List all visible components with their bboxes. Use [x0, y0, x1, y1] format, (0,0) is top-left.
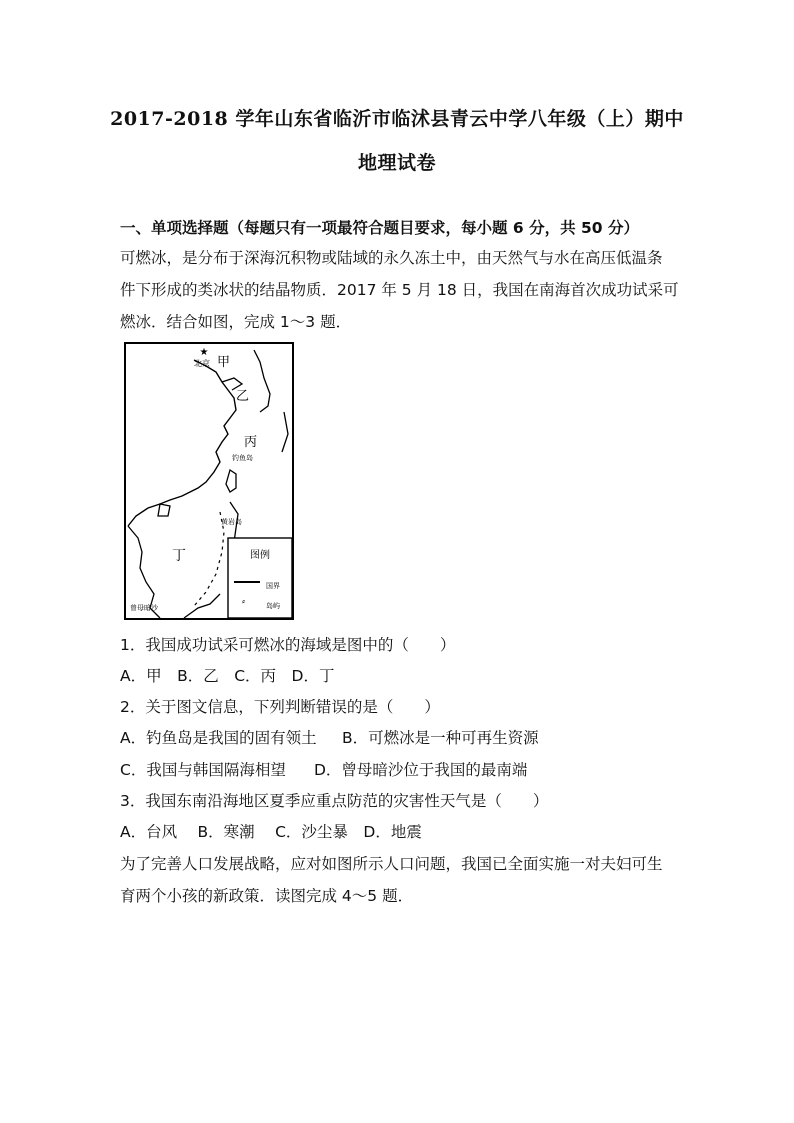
passage2-line-1: 为了完善人口发展战略，应对如图所示人口问题，我国已全面实施一对夫妇可生 — [120, 855, 663, 873]
passage2-line-2: 育两个小孩的新政策．读图完成 4～5 题． — [120, 887, 414, 905]
q3-options: A．台风 B．寒潮 C．沙尘暴 D．地震 — [120, 823, 422, 841]
q2-option-b: B．可燃冰是一种可再生资源 — [342, 729, 539, 747]
map-label-jia: 甲 — [217, 355, 231, 370]
passage1-line-2: 件下形成的类冰状的结晶物质．2017 年 5 月 18 日，我国在南海首次成功试采可 — [120, 281, 679, 299]
q1-stem: 1．我国成功试采可燃冰的海域是图中的（ ） — [120, 636, 456, 654]
map-label-zengmu: 曾母暗沙 — [130, 604, 158, 612]
passage1-line-3: 燃冰．结合如图，完成 1～3 题． — [120, 313, 352, 331]
legend-title: 图例 — [250, 550, 270, 561]
map-label-ding: 丁 — [172, 548, 186, 564]
map-label-bing: 丙 — [244, 435, 258, 450]
beijing-star-icon: ★ — [199, 347, 209, 358]
map-label-yi: 乙 — [236, 389, 250, 404]
q1-options: A．甲 B．乙 C．丙 D．丁 — [120, 667, 335, 685]
title-line-2: 地理试卷 — [357, 152, 436, 174]
legend-island-icon: ⸗ — [242, 597, 245, 607]
hainan-island — [158, 504, 170, 516]
map-label-huangyan: 黄岩岛 — [221, 518, 242, 526]
q2-option-a: A．钓鱼岛是我国的固有领土 — [120, 729, 317, 747]
q3-stem: 3．我国东南沿海地区夏季应重点防范的灾害性天气是（ ） — [120, 792, 549, 810]
map-label-diaoyu: 钓鱼岛 — [232, 454, 253, 462]
section-heading: 一、单项选择题（每题只有一项最符合题目要求，每小题 6 分，共 50 分） — [120, 219, 639, 237]
map-label-beijing: 北京 — [194, 359, 210, 368]
legend-island-label: 岛屿 — [266, 602, 280, 610]
south-china-sea-map — [124, 342, 294, 620]
q2-stem: 2．关于图文信息，下列判断错误的是（ ） — [120, 698, 440, 716]
title-line-1: 2017-2018 学年山东省临沂市临沭县青云中学八年级（上）期中 — [110, 108, 684, 130]
q2-option-d: D．曾母暗沙位于我国的最南端 — [314, 761, 528, 779]
passage1-line-1: 可燃冰，是分布于深海沉积物或陆域的永久冻土中，由天然气与水在高压低温条 — [120, 249, 663, 267]
legend-border-label: 国界 — [266, 582, 280, 590]
q2-option-c: C．我国与韩国隔海相望 — [120, 761, 286, 779]
